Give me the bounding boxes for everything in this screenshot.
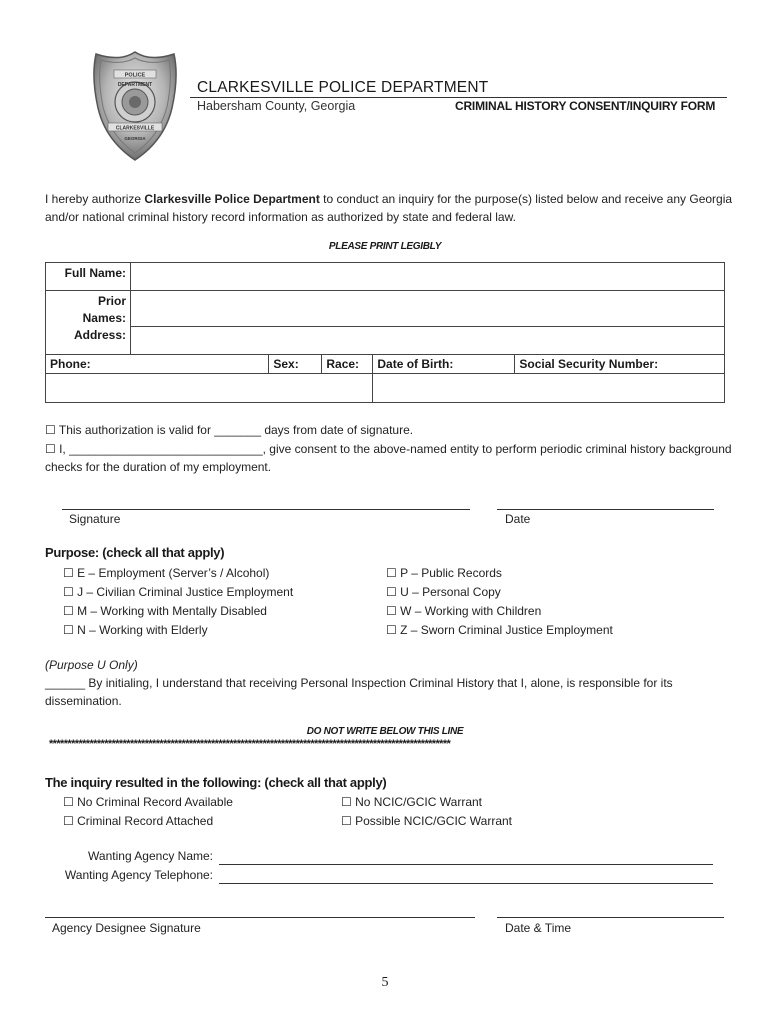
intro-paragraph: I hereby authorize Clarkesville Police Department to conduct an inquiry for the purpose(s) listed below and receive any Georgia and/or national criminal history record information as authorized by state and federal law. <box>45 192 733 224</box>
purpose-u-note: (Purpose U Only) <box>45 658 138 672</box>
no-warrant-checkbox[interactable]: ☐ No NCIC/GCIC Warrant <box>341 795 482 809</box>
prior-names-address-field[interactable] <box>131 291 725 355</box>
badge-text-top: POLICE <box>124 72 146 79</box>
signature-label: Signature <box>69 512 121 526</box>
prior-names-address-label: Prior Names: Address: <box>46 291 131 355</box>
phone-sex-race-field[interactable] <box>46 374 373 403</box>
form-title: CRIMINAL HISTORY CONSENT/INQUIRY FORM <box>455 99 716 113</box>
intro-bold-department: Clarkesville Police Department <box>144 192 320 206</box>
dob-label: Date of Birth: <box>373 355 515 373</box>
applicant-info-table <box>45 262 725 403</box>
date-line[interactable] <box>497 509 714 510</box>
date-time-label: Date & Time <box>505 921 572 935</box>
page-number: 5 <box>381 975 389 990</box>
print-legibly-note: PLEASE PRINT LEGIBLY <box>328 241 442 252</box>
badge-text-state: GEORGIA <box>124 136 146 141</box>
ssn-label: Social Security Number: <box>519 357 659 371</box>
badge-text-dept: DEPARTMENT <box>117 82 153 88</box>
full-name-field[interactable] <box>131 263 725 291</box>
do-not-write-note: DO NOT WRITE BELOW THIS LINE <box>306 726 464 737</box>
police-badge-logo <box>92 50 178 162</box>
purpose-option-z[interactable]: ☐ Z – Sworn Criminal Justice Employment <box>386 623 613 637</box>
ssn-field[interactable] <box>514 374 724 402</box>
purpose-option-e[interactable]: ☐ E – Employment (Server’s / Alcohol) <box>63 566 270 580</box>
purpose-option-p[interactable]: ☐ P – Public Records <box>386 566 502 580</box>
prior-names-field[interactable] <box>131 291 724 327</box>
purpose-option-u[interactable]: ☐ U – Personal Copy <box>386 585 501 599</box>
inquiry-right-list <box>341 793 512 831</box>
designee-signature-label: Agency Designee Signature <box>52 921 201 935</box>
badge-text-city: CLARKESVILLE <box>115 125 155 132</box>
purpose-option-n[interactable]: ☐ N – Working with Elderly <box>63 623 208 637</box>
date-time-line[interactable] <box>497 917 724 918</box>
periodic-consent-checkbox[interactable]: ☐ I, _____________________________, give consent to the above-named entity to perform periodic criminal history background checks for the duration of my employment. <box>45 442 732 474</box>
county-name: Habersham County, Georgia <box>197 99 356 113</box>
purpose-option-w[interactable]: ☐ W – Working with Children <box>386 604 542 618</box>
inquiry-heading: The inquiry resulted in the following: (check all that apply) <box>45 775 387 790</box>
department-name: CLARKESVILLE POLICE DEPARTMENT <box>197 79 489 96</box>
designee-signature-line[interactable] <box>45 917 475 918</box>
authorization-valid-checkbox[interactable]: ☐ This authorization is valid for _______ days from date of signature. <box>45 423 414 437</box>
purpose-heading: Purpose: (check all that apply) <box>45 545 225 560</box>
race-label: Race: <box>322 355 373 374</box>
signature-line[interactable] <box>62 509 470 510</box>
dob-field[interactable] <box>373 374 514 402</box>
stars-divider: ************************************************************************************************************* <box>49 738 451 750</box>
full-name-label: Full Name: <box>46 263 131 291</box>
purpose-option-m[interactable]: ☐ M – Working with Mentally Disabled <box>63 604 267 618</box>
purpose-right-list <box>386 564 613 640</box>
wanting-agency-telephone-line[interactable] <box>219 883 713 884</box>
purpose-left-list <box>63 564 293 640</box>
phone-label: Phone: <box>46 355 269 374</box>
wanting-agency-name-line[interactable] <box>219 864 713 865</box>
criminal-record-attached-checkbox[interactable]: ☐ Criminal Record Attached <box>63 814 214 828</box>
wanting-agency-name-label: Wanting Agency Name: <box>88 849 213 863</box>
possible-warrant-checkbox[interactable]: ☐ Possible NCIC/GCIC Warrant <box>341 814 513 828</box>
sex-label: Sex: <box>269 355 322 374</box>
header-divider <box>190 97 727 98</box>
inquiry-left-list <box>63 793 233 831</box>
date-label: Date <box>505 512 531 526</box>
no-criminal-record-checkbox[interactable]: ☐ No Criminal Record Available <box>63 795 233 809</box>
purpose-option-j[interactable]: ☐ J – Civilian Criminal Justice Employment <box>63 585 294 599</box>
wanting-agency-telephone-label: Wanting Agency Telephone: <box>64 868 213 882</box>
purpose-u-initial-statement[interactable]: ______ By initialing, I understand that receiving Personal Inspection Criminal History that I, alone, is responsible for its dissemination. <box>45 676 673 708</box>
